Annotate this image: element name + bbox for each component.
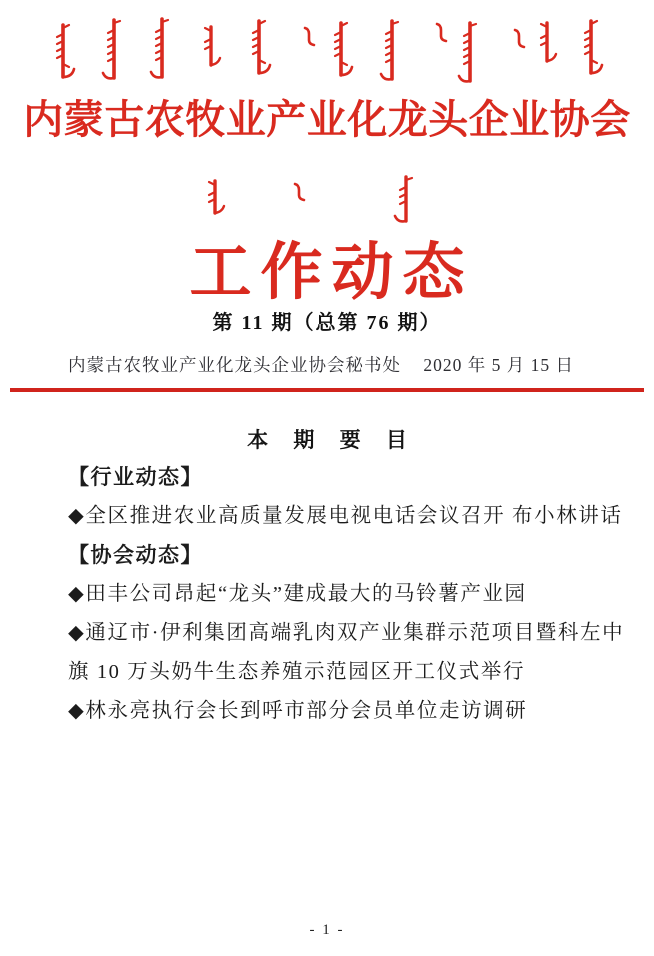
toc-item-tongliao-line2: 旗 10 万头奶牛生态养殖示范园区开工仪式举行	[68, 661, 526, 683]
publisher-name: 内蒙古农牧业产业化龙头企业协会秘书处	[68, 355, 401, 375]
mongolian-script-top-icon	[47, 12, 607, 94]
org-title: 内蒙古农牧业产业化龙头企业协会	[23, 97, 631, 142]
toc-item-tongliao-line1: ◆通辽市·伊利集团高端乳肉双产业集群示范项目暨科左中	[68, 622, 625, 644]
mongolian-script-mid-icon	[207, 172, 447, 228]
publication-line	[68, 352, 574, 377]
toc-list	[68, 458, 625, 731]
toc-section-industry: 【行业动态】	[68, 466, 203, 489]
toc-item-linyongliang: ◆林永亮执行会长到呼市部分会员单位走访调研	[68, 700, 528, 722]
toc-heading: 本 期 要 目	[247, 428, 417, 452]
publication-date: 2020 年 5 月 15 日	[423, 355, 574, 375]
toc-item-tianfeng: ◆田丰公司昂起“龙头”建成最大的马铃薯产业园	[68, 583, 527, 605]
red-divider-rule	[10, 388, 644, 392]
page-number: - 1 -	[309, 922, 345, 938]
toc-item-conference: ◆全区推进农业高质量发展电视电话会议召开 布小林讲话	[68, 505, 623, 527]
toc-section-association: 【协会动态】	[68, 544, 203, 567]
bulletin-title: 工作动态	[189, 239, 474, 307]
issue-number: 第 11 期（总第 76 期）	[212, 312, 442, 334]
